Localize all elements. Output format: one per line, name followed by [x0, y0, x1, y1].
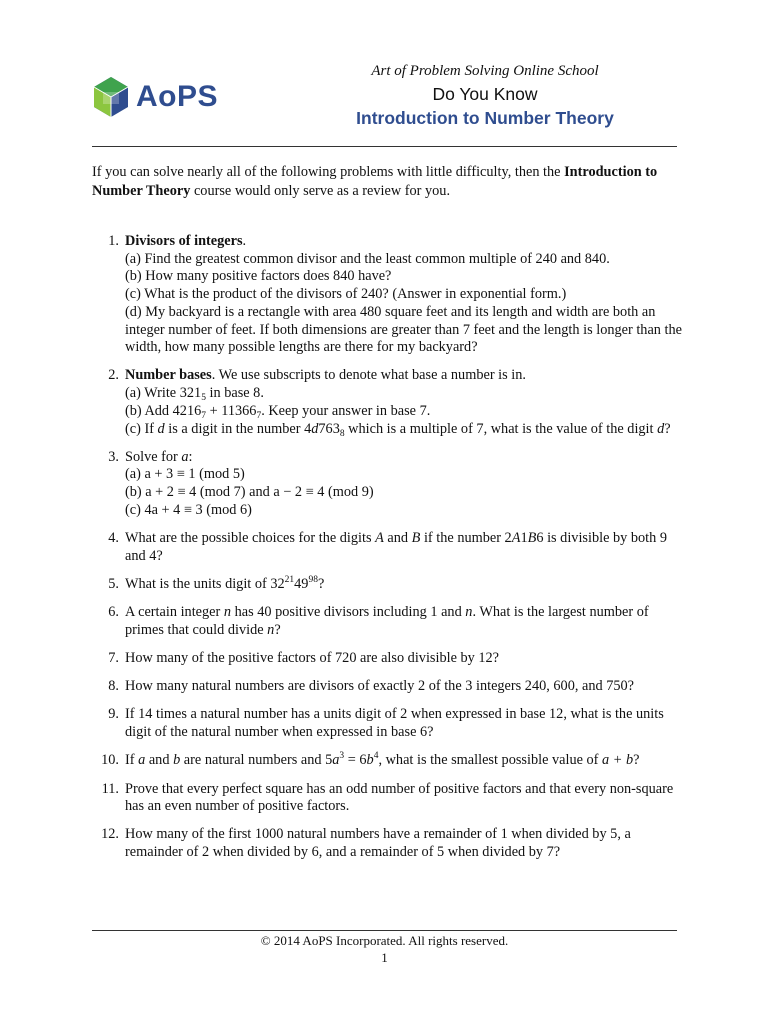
- problem-part: (a) a + 3 ≡ 1 (mod 5): [125, 466, 245, 483]
- problem-title: Divisors of integers: [125, 233, 243, 249]
- problem-1: 1. Divisors of integers. (a) Find the greatest common divisor and the least common multiple of 240 and 840. (b) How many positive factors does 840 have? (c) What is the product of the divisors of 240? (Answer in exponential form.) (d) My backyard is a rectangle with area 480 square feet and its length and width are both an integer number of feet. If both dimensions are greater than 7 feet and the length is longer than the width, how many possible lengths are there for my backyard?: [92, 233, 682, 357]
- problem-number: 9.: [108, 706, 119, 723]
- aops-logo: [92, 74, 218, 120]
- problem-text: Prove that every perfect square has an odd number of positive factors and that every non-square has an even number of positive factors.: [125, 780, 674, 815]
- problem-part: (b) a + 2 ≡ 4 (mod 7) and a − 2 ≡ 4 (mod 9): [125, 484, 374, 501]
- problem-3: 3. Solve for a: (a) a + 3 ≡ 1 (mod 5) (b) a + 2 ≡ 4 (mod 7) and a − 2 ≡ 4 (mod 9) (c) 4a + 4 ≡ 3 (mod 6): [92, 449, 682, 520]
- course-title: Introduction to Number Theory: [356, 108, 614, 128]
- intro-course-name: Introduction to Number Theory: [92, 164, 658, 199]
- problem-part: (a) Find the greatest common divisor and the least common multiple of 240 and 840.: [125, 250, 610, 267]
- problem-7: [92, 650, 682, 668]
- problem-5: 5. What is the units digit of $32^{21}49^{98}$?: [92, 576, 682, 594]
- logo-text: AoPS: [136, 80, 219, 113]
- header-divider: [92, 146, 677, 147]
- problem-text: How many natural numbers are divisors of exactly 2 of the 3 integers 240, 600, and 750?: [125, 678, 634, 695]
- problem-part: (c) What is the product of the divisors of 240? (Answer in exponential form.): [125, 286, 567, 303]
- problem-2: 2. Number bases. We use subscripts to denote what base a number is in. (a) Write $321_5$ in base 8. (b) Add $4216_7 + 11366_7$. Keep your answer in base 7. (c) If d is a digit in the number $4d763_8$ which is a multiple of 7, what is the value of the digit d?: [92, 367, 682, 438]
- problem-8: [92, 678, 682, 696]
- problem-12: [92, 826, 682, 861]
- problem-text: How many of the positive factors of 720 are also divisible by 12?: [125, 650, 500, 667]
- problem-text: How many of the first 1000 natural numbers have a remainder of 1 when divided by 5, a remainder of 2 when divided by 6, and a remainder of 5 when divided by 7?: [125, 826, 631, 861]
- problem-number: 6.: [108, 604, 119, 621]
- problem-4: 4. What are the possible choices for the digits A and B if the number 2A1B6 is divisible by both 9 and 4?: [92, 530, 682, 565]
- problem-6: 6. A certain integer n has 40 positive divisors including 1 and n. What is the largest number of primes that could divide n?: [92, 604, 682, 639]
- problem-text: If 14 times a natural number has a units digit of 2 when expressed in base 12, what is the units digit of the natural number when expressed in base 6?: [125, 706, 664, 741]
- aops-logo-icon: [92, 76, 130, 118]
- problem-number: 10.: [101, 752, 119, 769]
- footer-divider: [92, 930, 677, 931]
- intro-paragraph: If you can solve nearly all of the following problems with little difficulty, then the Introduction to Number Theory course would only serve as a review for you.: [92, 164, 658, 199]
- problem-part: (c) If d is a digit in the number $4d763_8$ which is a multiple of 7, what is the value of the digit d?: [125, 420, 671, 439]
- problem-part: (a) Write $321_5$ in base 8.: [125, 385, 264, 404]
- school-name: Art of Problem Solving Online School: [371, 63, 599, 79]
- problem-number: 3.: [108, 448, 119, 465]
- problem-number: 12.: [101, 826, 119, 843]
- problem-11: [92, 781, 682, 816]
- problem-title: Number bases: [125, 367, 212, 384]
- problem-list: [92, 233, 682, 872]
- problem-number: 2.: [108, 367, 119, 384]
- problem-part: (b) How many positive factors does 840 have?: [125, 268, 392, 285]
- problem-number: 8.: [108, 678, 119, 695]
- problem-10: 10. If a and b are natural numbers and $5a^3 = 6b^4$, what is the smallest possible value of a + b?: [92, 752, 682, 770]
- problem-number: 5.: [108, 575, 119, 592]
- problem-part: (d) My backyard is a rectangle with area 480 square feet and its length and width are both an integer number of feet. If both dimensions are greater than 7 feet and the length is longer than the width, how many possible lengths are there for my backyard?: [125, 303, 682, 356]
- problem-9: [92, 706, 682, 741]
- problem-part: (c) 4a + 4 ≡ 3 (mod 6): [125, 501, 252, 518]
- problem-number: 4.: [108, 530, 119, 547]
- problem-part: (b) Add $4216_7 + 11366_7$. Keep your answer in base 7.: [125, 402, 431, 421]
- document-subtitle: Do You Know: [432, 84, 538, 104]
- page-number: 1: [381, 950, 388, 965]
- problem-number: 11.: [101, 780, 119, 797]
- copyright-notice: © 2014 AoPS Incorporated. All rights reserved.: [260, 933, 509, 948]
- problem-number: 7.: [108, 650, 119, 667]
- problem-number: 1.: [108, 233, 119, 249]
